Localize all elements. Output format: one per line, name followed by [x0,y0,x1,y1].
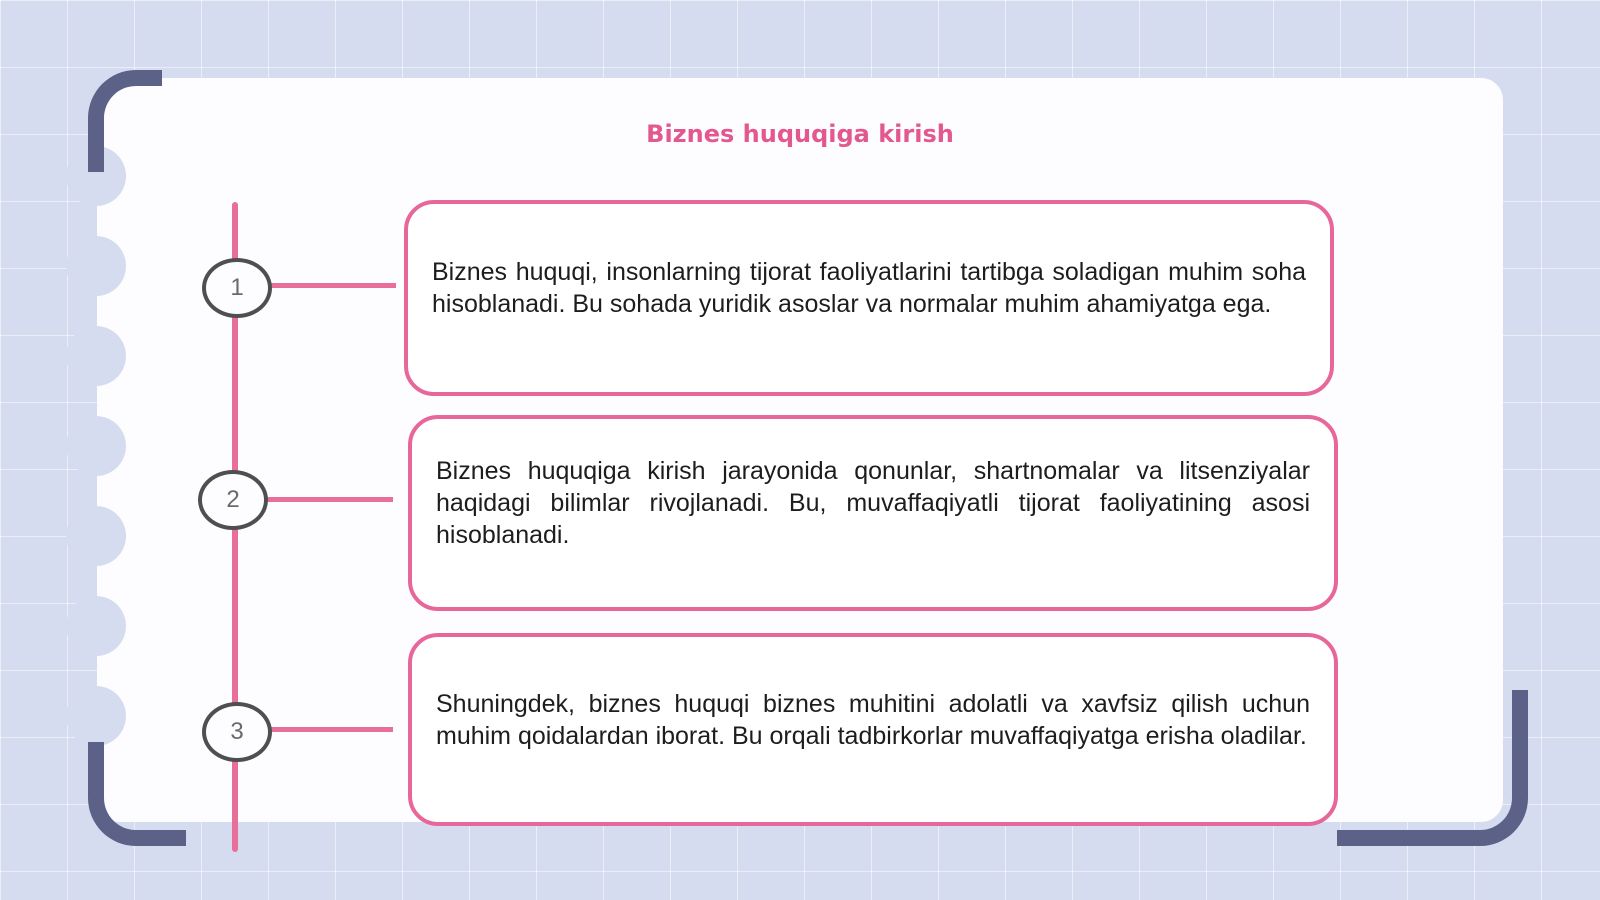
corner-bracket-top-left [88,70,162,172]
paper-scallop [66,416,126,476]
step-card-3 [408,633,1338,826]
paper-scallop [66,686,126,746]
corner-bracket-bottom-right [1337,690,1528,846]
step-card-2 [408,415,1338,611]
paper-scallop [66,506,126,566]
slide-title: Biznes huquqiga kirish [646,120,954,148]
step-number-badge: 3 [202,702,272,762]
step-text: Shuningdek, biznes huquqi biznes muhitini adolatli va xavfsiz qilish uchun muhim qoidalardan iborat. Bu orqali tadbirkorlar muvaffaqiyatga erisha oladilar. [436,689,1310,750]
step-text: Biznes huquqi, insonlarning tijorat faoliyatlarini tartibga soladigan muhim soha hisoblanadi. Bu sohada yuridik asoslar va normalar muhim ahamiyatga ega. [432,258,1306,318]
step-number-badge: 2 [198,470,268,530]
step-text: Biznes huquqiga kirish jarayonida qonunlar, shartnomalar va litsenziyalar haqidagi bilimlar rivojlanadi. Bu, muvaffaqiyatli tijorat faoliyatining asosi hisoblanadi. [436,457,1310,549]
step-connector [266,283,396,288]
step-number-badge: 1 [202,258,272,318]
paper-scallop [66,236,126,296]
step-card-1 [404,200,1334,396]
step-connector [263,497,393,502]
step-connector [266,727,393,732]
paper-scallop [66,326,126,386]
paper-scallop [66,596,126,656]
corner-bracket-bottom-left [88,742,186,846]
